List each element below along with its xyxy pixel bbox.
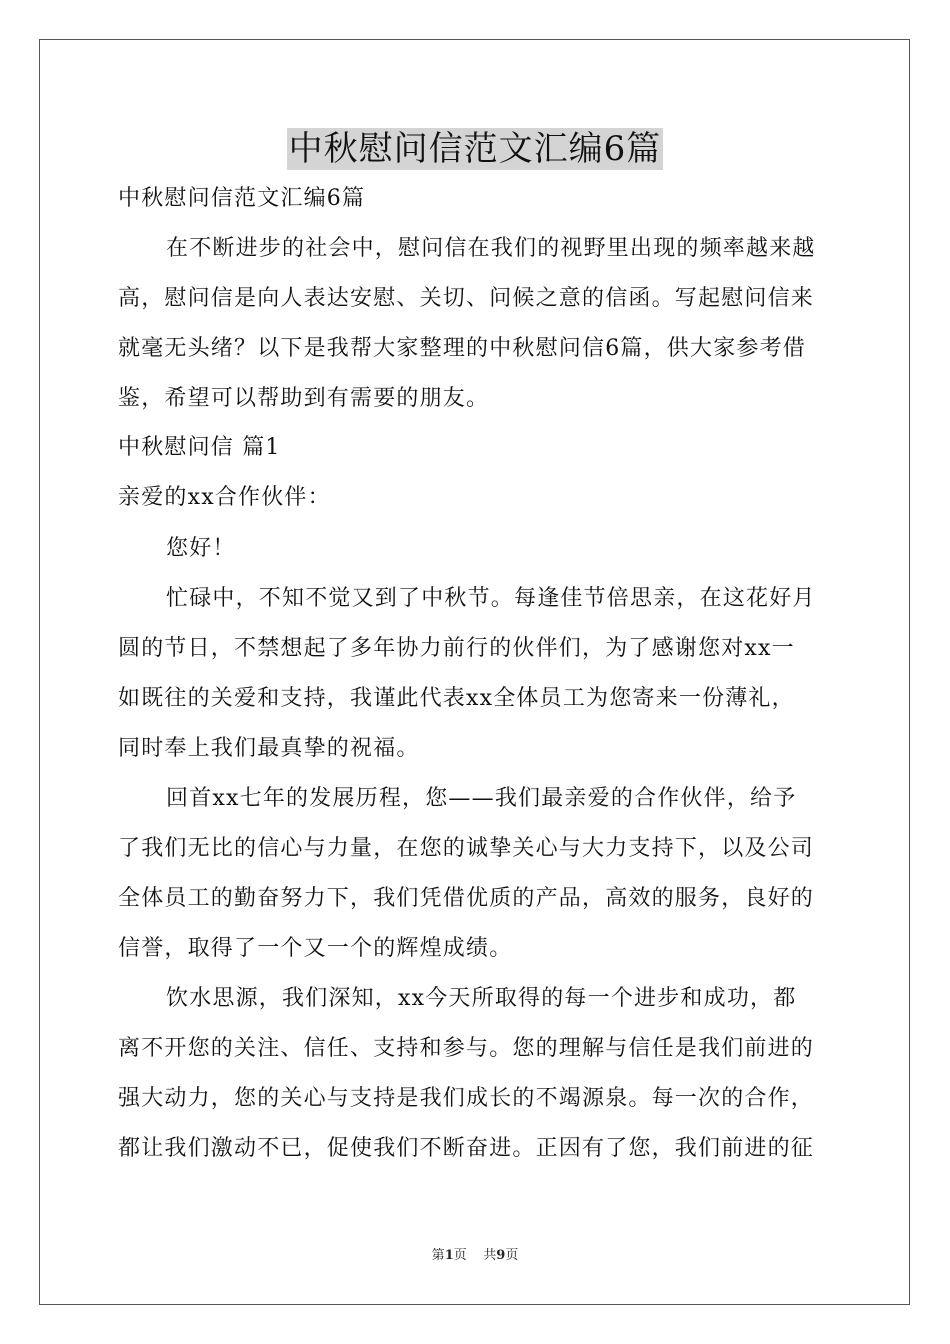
paragraph-line: 就毫无头绪？以下是我帮大家整理的中秋慰问信6篇，供大家参考借 xyxy=(118,336,806,361)
paragraph-line: 都让我们激动不已，促使我们不断奋进。正因有了您，我们前进的征 xyxy=(118,1136,815,1161)
paragraph-line: 了我们无比的信心与力量，在您的诚挚关心与大力支持下，以及公司 xyxy=(118,836,815,861)
paragraph-line: 高，慰问信是向人表达安慰、关切、问候之意的信函。写起慰问信来 xyxy=(118,286,815,311)
paragraph-line: 全体员工的勤奋努力下，我们凭借优质的产品，高效的服务，良好的 xyxy=(118,886,815,911)
paragraph-line: 如既往的关爱和支持，我谨此代表xx全体员工为您寄来一份薄礼， xyxy=(118,686,795,711)
document-title: 中秋慰问信范文汇编6篇 xyxy=(288,129,662,169)
footer-suffix: 页 xyxy=(505,1248,519,1263)
paragraph-line: 离不开您的关注、信任、支持和参与。您的理解与信任是我们前进的 xyxy=(118,1036,815,1061)
footer-prefix: 第 xyxy=(431,1248,445,1263)
paragraph-line: 回首xx七年的发展历程，您——我们最亲爱的合作伙伴，给予 xyxy=(166,786,797,811)
paragraph-line: 饮水思源，我们深知，xx今天所取得的每一个进步和成功，都 xyxy=(166,986,797,1011)
section-heading: 中秋慰问信 篇1 xyxy=(118,435,281,460)
footer-mid: 页 共 xyxy=(453,1248,497,1263)
document-title-wrap xyxy=(0,128,950,172)
page-footer xyxy=(0,1248,950,1264)
page-border xyxy=(39,39,910,1305)
salutation: 亲爱的xx合作伙伴： xyxy=(118,485,331,510)
document-subtitle: 中秋慰问信范文汇编6篇 xyxy=(118,186,366,211)
greeting: 您好！ xyxy=(166,536,236,561)
paragraph-line: 强大动力，您的关心与支持是我们成长的不竭源泉。每一次的合作， xyxy=(118,1086,815,1111)
paragraph-line: 圆的节日，不禁想起了多年协力前行的伙伴们，为了感谢您对xx一 xyxy=(118,636,795,661)
footer-current-page: 1 xyxy=(444,1248,454,1263)
paragraph-line: 信誉，取得了一个又一个的辉煌成绩。 xyxy=(118,936,513,961)
footer-total-pages: 9 xyxy=(496,1248,506,1263)
paragraph-line: 鉴，希望可以帮助到有需要的朋友。 xyxy=(118,386,490,411)
paragraph-line: 忙碌中，不知不觉又到了中秋节。每逢佳节倍思亲，在这花好月 xyxy=(166,586,816,611)
paragraph-line: 同时奉上我们最真挚的祝福。 xyxy=(118,736,420,761)
paragraph-line: 在不断进步的社会中，慰问信在我们的视野里出现的频率越来越 xyxy=(166,236,816,261)
